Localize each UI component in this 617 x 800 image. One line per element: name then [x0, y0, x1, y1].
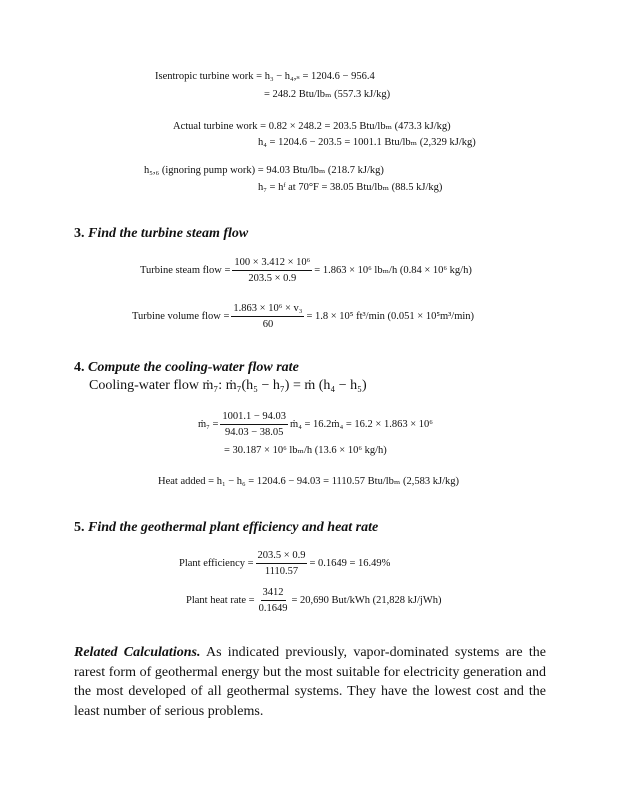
- step5-heading: [74, 520, 378, 536]
- step5-number: 5.: [74, 520, 85, 535]
- h7-line: h₇ = hᶠ at 70°F = 38.05 Btu/lbₘ (88.5 kJ/kg): [258, 182, 443, 193]
- steam-flow-fraction: [232, 256, 312, 285]
- related-heading: Related Calculations.: [74, 645, 201, 660]
- cooling-water-flow-intro: Cooling-water flow ṁ₇: ṁ₇(h₅ − h₇) = ṁ (h₄ − h₅): [89, 378, 367, 393]
- heat-rate-denominator: 0.1649: [258, 603, 288, 614]
- heat-rate-label: Plant heat rate =: [186, 595, 255, 606]
- step4-heading: [74, 360, 299, 376]
- heat-rate-result: = 20,690 But/kWh (21,828 kJ/jWh): [291, 595, 442, 606]
- plant-heat-rate-equation: [186, 586, 441, 615]
- volume-flow-denominator: 60: [262, 319, 274, 330]
- step5-title: Find the geothermal plant efficiency and heat rate: [88, 520, 379, 535]
- m7-numerator: 1001.1 − 94.03: [220, 410, 288, 425]
- actual-turbine-work-line: Actual turbine work = 0.82 × 248.2 = 203.5 Btu/lbₘ (473.3 kJ/kg): [173, 121, 451, 132]
- plant-efficiency-equation: [179, 549, 390, 578]
- steam-flow-denominator: 203.5 × 0.9: [248, 273, 297, 284]
- efficiency-fraction: [256, 549, 308, 578]
- steam-flow-numerator: 100 × 3.412 × 10⁶: [232, 256, 312, 271]
- m7-label: ṁ₇ =: [198, 419, 219, 430]
- related-calculations-paragraph: [74, 643, 546, 721]
- volume-flow-label: Turbine volume flow =: [132, 311, 230, 322]
- efficiency-result: = 0.1649 = 16.49%: [309, 558, 391, 569]
- m7-denominator: 94.03 − 38.05: [225, 427, 284, 438]
- step4-title: Compute the cooling-water flow rate: [88, 360, 299, 375]
- related-text: As indicated previously, vapor-dominated systems are the rarest form of geothermal energy but the most suitable for electricity generation and the most developed of all geothermal systems. They have the lowest cost and the least number of serious problems.: [74, 645, 546, 719]
- isentropic-work-result: = 248.2 Btu/lbₘ (557.3 kJ/kg): [264, 89, 391, 100]
- efficiency-numerator: 203.5 × 0.9: [256, 549, 308, 564]
- volume-flow-fraction: [231, 302, 304, 331]
- heat-added-line: Heat added = h₁ − h₆ = 1204.6 − 94.03 = 1110.57 Btu/lbₘ (2,583 kJ/kg): [158, 476, 459, 487]
- volume-flow-result: = 1.8 × 10⁵ ft³/min (0.051 × 10⁵m³/min): [306, 311, 475, 322]
- step3-number: 3.: [74, 226, 85, 241]
- step3-title: Find the turbine steam flow: [88, 226, 249, 241]
- step4-number: 4.: [74, 360, 85, 375]
- steam-flow-label: Turbine steam flow =: [140, 265, 231, 276]
- steam-flow-equation: [140, 256, 472, 285]
- efficiency-label: Plant efficiency =: [179, 558, 254, 569]
- volume-flow-numerator: 1.863 × 10⁶ × v₃: [231, 302, 304, 317]
- volume-flow-equation: [132, 302, 474, 331]
- efficiency-denominator: 1110.57: [264, 566, 299, 577]
- heat-rate-fraction: [257, 586, 290, 615]
- h56-line: h₅,₆ (ignoring pump work) = 94.03 Btu/lbₘ (218.7 kJ/kg): [144, 165, 384, 176]
- step3-heading: [74, 226, 248, 242]
- m7-equation: [198, 410, 433, 439]
- heat-rate-numerator: 3412: [261, 586, 286, 601]
- isentropic-work-line: Isentropic turbine work = h₃ − h₄,ₛ = 1204.6 − 956.4: [155, 71, 375, 82]
- m7-line2: = 30.187 × 10⁶ lbₘ/h (13.6 × 10⁶ kg/h): [224, 445, 387, 456]
- m7-fraction: [220, 410, 288, 439]
- h4-line: h₄ = 1204.6 − 203.5 = 1001.1 Btu/lbₘ (2,329 kJ/kg): [258, 137, 476, 148]
- steam-flow-result: = 1.863 × 10⁶ lbₘ/h (0.84 × 10⁶ kg/h): [314, 265, 472, 276]
- m7-result: ṁ₄ = 16.2ṁ₄ = 16.2 × 1.863 × 10⁶: [290, 419, 433, 430]
